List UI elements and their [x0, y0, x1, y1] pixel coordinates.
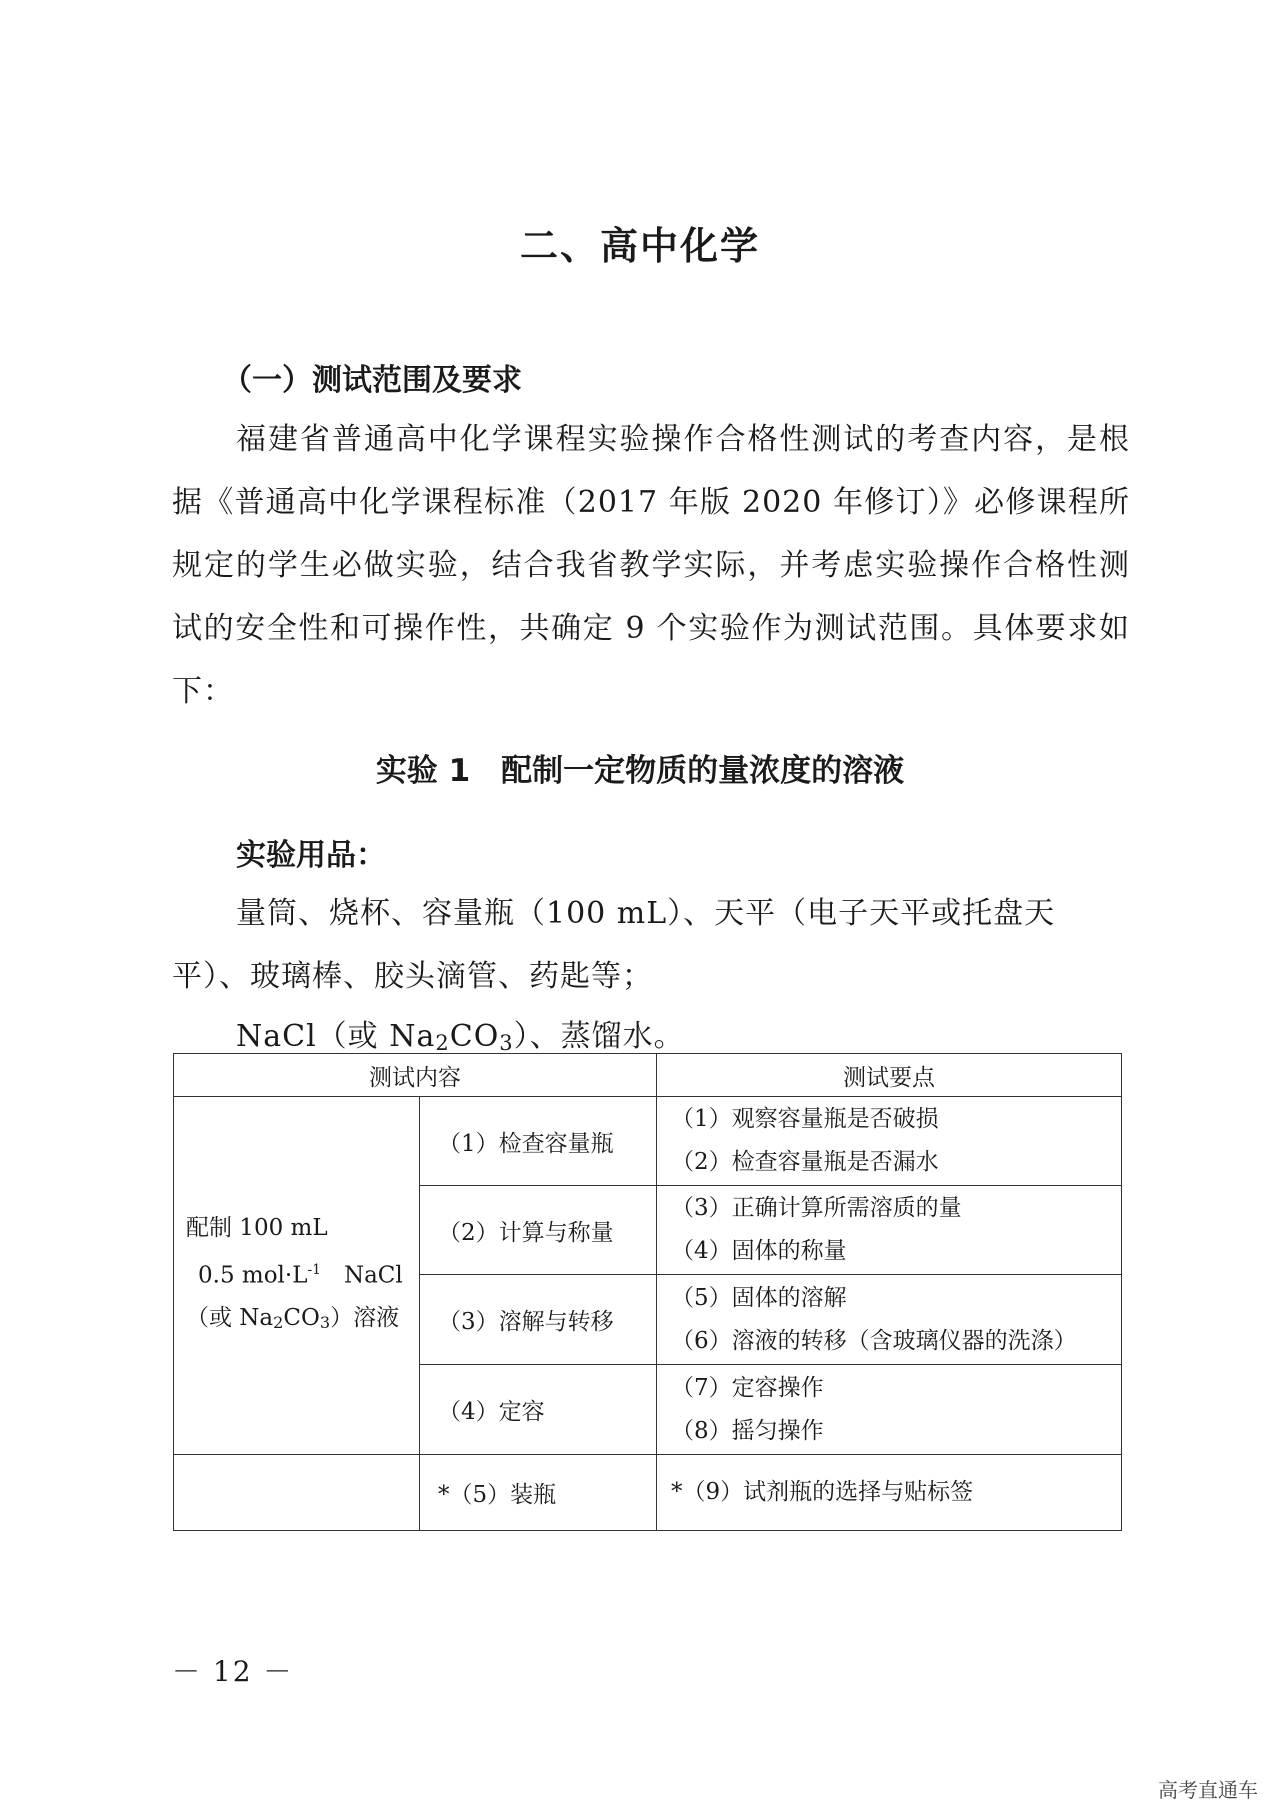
task-line-2a: 0.5 mol·L: [198, 1262, 308, 1289]
table-row: [174, 1097, 1122, 1186]
step-cell: *（5）装瓶: [420, 1455, 657, 1531]
task-line-3-sub1: 2: [273, 1312, 284, 1332]
point-item: （6）溶液的转移（含玻璃仪器的洗涤）: [671, 1327, 1077, 1354]
experiment-title: 实验 1 配制一定物质的量浓度的溶液: [375, 753, 905, 789]
page-number: － 12 －: [172, 1655, 294, 1688]
task-line-2-sup: -1: [307, 1262, 321, 1279]
equipment-line: 量筒、烧杯、容量瓶（100 mL）、天平（电子天平或托盘天平）、玻璃棒、胶头滴管、药匙等；: [172, 896, 1056, 994]
points-cell: [657, 1365, 1122, 1455]
task-cell-empty: [174, 1455, 420, 1531]
points-cell: [657, 1186, 1122, 1275]
supplies-heading: 实验用品：: [236, 838, 386, 873]
header-points: 测试要点: [657, 1054, 1122, 1097]
point-item: （1）观察容量瓶是否破损: [671, 1106, 939, 1132]
point-item: （3）正确计算所需溶质的量: [671, 1195, 962, 1221]
test-table: [173, 1053, 1122, 1531]
table-row: [174, 1455, 1122, 1531]
point-item: （5）固体的溶解: [671, 1284, 847, 1311]
task-line-3-sub2: 3: [319, 1312, 331, 1332]
reagents-sub-2: 3: [499, 1031, 514, 1056]
point-item: （4）固体的称量: [671, 1238, 847, 1264]
points-cell: [657, 1097, 1122, 1186]
reagents-prefix: NaCl（或 Na: [236, 1019, 436, 1054]
step-cell: （4）定容: [420, 1365, 657, 1455]
page-title: 二、高中化学: [519, 224, 760, 268]
points-cell: [657, 1455, 1122, 1531]
step-cell: （2）计算与称量: [420, 1186, 657, 1275]
watermark: 高考直通车: [1158, 1778, 1258, 1802]
task-line-2b: NaCl: [320, 1262, 403, 1289]
task-line-3c: ）溶液: [330, 1304, 400, 1331]
task-line-3a: （或 Na: [186, 1304, 274, 1331]
task-line-3b: CO: [283, 1304, 320, 1331]
task-line-2: [186, 1249, 419, 1296]
point-item: （8）摇匀操作: [671, 1417, 824, 1444]
step-cell: （1）检查容量瓶: [420, 1097, 657, 1186]
reagents-sub-1: 2: [435, 1031, 450, 1056]
point-item: *（9）试剂瓶的选择与贴标签: [671, 1479, 974, 1505]
task-cell: [174, 1097, 420, 1455]
points-cell: [657, 1275, 1122, 1365]
point-item: （7）定容操作: [671, 1374, 824, 1401]
point-item: （2）检查容量瓶是否漏水: [671, 1149, 939, 1175]
step-cell: （3）溶解与转移: [420, 1275, 657, 1365]
reagents-suffix: ）、蒸馏水。: [513, 1019, 685, 1054]
table-header-row: [174, 1054, 1122, 1097]
section-heading: （一）测试范围及要求: [222, 363, 522, 398]
task-line-1: 配制 100 mL: [186, 1215, 328, 1242]
task-line-3: [186, 1297, 419, 1344]
header-content: 测试内容: [174, 1054, 657, 1097]
reagents-mid: CO: [449, 1019, 500, 1054]
intro-paragraph: 福建省普通高中化学课程实验操作合格性测试的考查内容，是根据《普通高中化学课程标准（2017 年版 2020 年修订）》必修课程所规定的学生必做实验，结合我省教学实际，并考虑实验操作合格性测试的安全性和可操作性，共确定 9 个实验作为测试范围。具体要求如下：: [172, 422, 1130, 709]
